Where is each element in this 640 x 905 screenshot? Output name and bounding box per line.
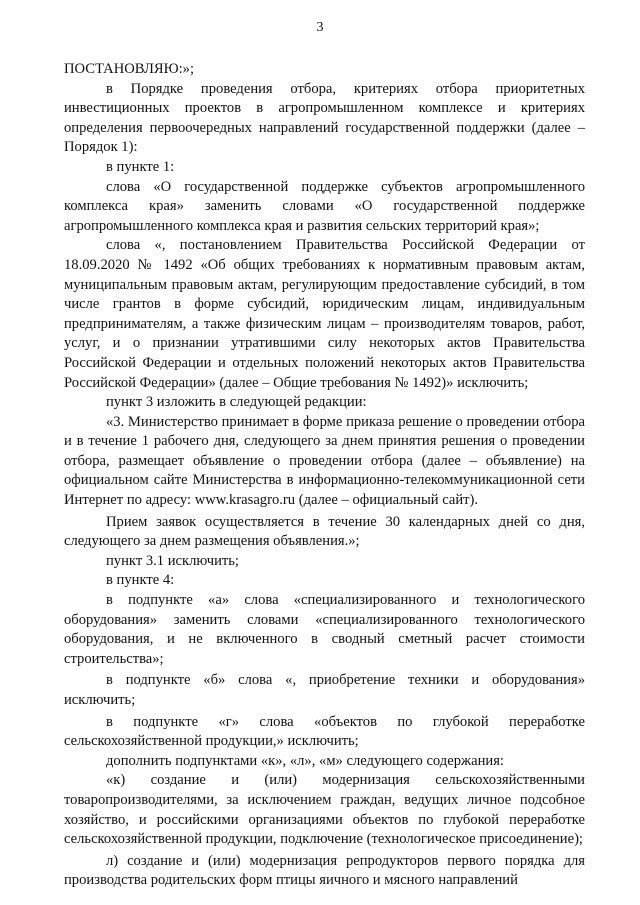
paragraph: в подпункте «а» слова «специализированного и технологического оборудования» заменить словами «специализированного технологического оборудования, и не включенного в сводный сметный расчет стоимости строительства»; bbox=[64, 592, 585, 667]
paragraph: дополнить подпунктами «к», «л», «м» следующего содержания: bbox=[106, 752, 504, 769]
paragraph: пункт 3.1 исключить; bbox=[106, 552, 239, 569]
paragraph: в подпункте «б» слова «, приобретение техники и оборудования» исключить; bbox=[64, 672, 585, 708]
resolution-heading: ПОСТАНОВЛЯЮ:»; bbox=[64, 61, 195, 77]
paragraph: в пункте 1: bbox=[106, 158, 175, 175]
paragraph: пункт 3 изложить в следующей редакции: bbox=[106, 394, 367, 411]
document-body bbox=[64, 60, 585, 891]
paragraph: в Порядке проведения отбора, критериях отбора приоритетных инвестиционных проектов в агропромышленном комплексе и критериях определения первоочередных направлений государственной поддержки (далее – Порядок 1): bbox=[64, 80, 585, 156]
page-number: 3 bbox=[316, 20, 324, 35]
paragraph: л) создание и (или) модернизация репродукторов первого порядка для производства родительских форм птицы яичного и мясного направлений bbox=[64, 852, 585, 889]
paragraph: в подпункте «г» слова «объектов по глубокой переработке сельскохозяйственной продукции,» исключить; bbox=[64, 713, 585, 750]
paragraph: Прием заявок осуществляется в течение 30 календарных дней со дня, следующего за днем размещения объявления.»; bbox=[64, 513, 585, 550]
paragraph: в пункте 4: bbox=[106, 572, 175, 589]
paragraph: «3. Министерство принимает в форме приказа решение о проведении отбора и в течение 1 рабочего дня, следующего за днем принятия решения о проведении отбора, размещает объявление о проведении отбора (далее – объявление) на официальном сайте Министерства в информационно-телекоммуникационной сети Интернет по адресу: www.krasagro.ru (далее – официальный сайт). bbox=[64, 413, 585, 509]
paragraph: «к) создание и (или) модернизация сельскохозяйственными товаропроизводителями, за исключением граждан, ведущих личное подсобное хозяйство, и российскими организациями объектов по глубокой переработке сельскохозяйственной продукции, подключение (технологическое присоединение); bbox=[64, 772, 585, 848]
paragraph: слова «О государственной поддержке субъектов агропромышленного комплекса края» заменить словами «О государственной поддержке агропромышленного комплекса края и развития сельских территорий края»; bbox=[64, 178, 585, 234]
paragraph: слова «, постановлением Правительства Российской Федерации от 18.09.2020 № 1492 «Об общих требованиях к нормативным правовым актам, муниципальным правовым актам, регулирующим предоставление субсидий, в том числе грантов в форме субсидий, юридическим лицам, индивидуальным предпринимателям, а также физическим лицам – производителям товаров, работ, услуг, и о признании утратившими силу некоторых актов Правительства Российской Федерации и отдельных положений некоторых актов Правительства Российской Федерации» (далее – Общие требования № 1492)» исключить; bbox=[64, 237, 585, 391]
